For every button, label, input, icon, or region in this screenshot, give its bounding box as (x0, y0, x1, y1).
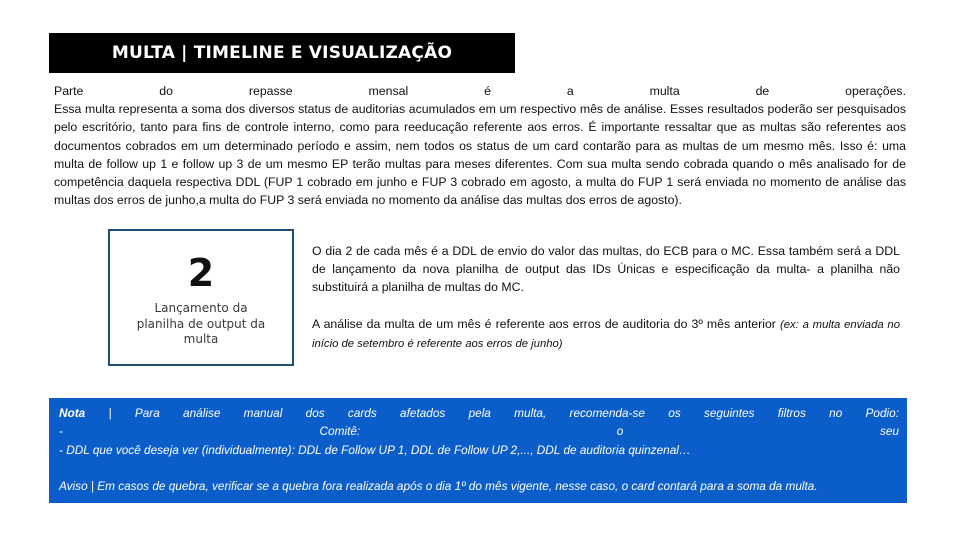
deadline-paragraph-1: O dia 2 de cada mês é a DDL de envio do valor das multas, do ECB para o MC. Essa também será a DDL de lançamento da nova planilha de output das IDs Únicas e especificação da multa- a planilha não substituirá a planilha de multas do MC. (312, 244, 900, 295)
note-line-2: - Comitê: o seu (59, 424, 899, 439)
page-title-text: MULTA | TIMELINE E VISUALIZAÇÃO (111, 43, 453, 63)
note-line-1-text: | Para análise manual dos cards afetados pela multa, recomenda-se os seguintes filtros no Podio: (108, 406, 900, 420)
deadline-description (312, 242, 900, 353)
intro-paragraph: Essa multa representa a soma dos diversos status de auditorias acumulados em um respectivo mês de análise. Esses resultados poderão ser pesquisados pelo escritório, tanto para fins de controle interno, como para reeducação referente aos erros. É importante ressaltar que as multas são referentes aos documentos cobrados em um determinado período e assim, nem todos os status de um card contarão para as multas de um mesmo mês. Isso é: uma multa de follow up 1 e follow up 3 de um mesmo EP terão multas para meses diferentes. Com sua multa sendo cobrada quando o mês analisado for de competência daquela respectiva DDL (FUP 1 cobrado em junho e FUP 3 cobrado em agosto, a multa do FUP 1 será enviada no momento de análise das multas dos erros de junho,a multa do FUP 3 será enviada no momento da análise das multas dos erros de agosto). (54, 102, 906, 208)
note-line-1 (59, 404, 899, 422)
note-line-3: - DDL que você deseja ver (individualmente): DDL de Follow UP 1, DDL de Follow UP 2,..., DDL de auditoria quinzenal… (59, 442, 691, 457)
intro-text (54, 82, 906, 209)
note-label: Nota (59, 406, 86, 420)
note-warning: Aviso | Em casos de quebra, verificar se a quebra fora realizada após o dia 1º do mês vigente, nesse caso, o card contará para a soma da multa. (59, 478, 818, 493)
deadline-day-number: 2 (187, 251, 215, 295)
page-title (49, 33, 515, 73)
deadline-paragraph-2-text: A análise da multa de um mês é referente aos erros de auditoria do 3º mês anterior (312, 316, 776, 331)
note-box (49, 398, 907, 503)
deadline-card (108, 229, 294, 366)
intro-line-1: Parte do repasse mensal é a multa de operações. (54, 84, 906, 98)
deadline-example: (ex: a multa enviada no início de setembro é referente aos erros de junho) (312, 318, 900, 350)
deadline-paragraph-2 (312, 315, 900, 353)
deadline-card-label: Lançamento da planilha de output da multa (136, 301, 266, 346)
